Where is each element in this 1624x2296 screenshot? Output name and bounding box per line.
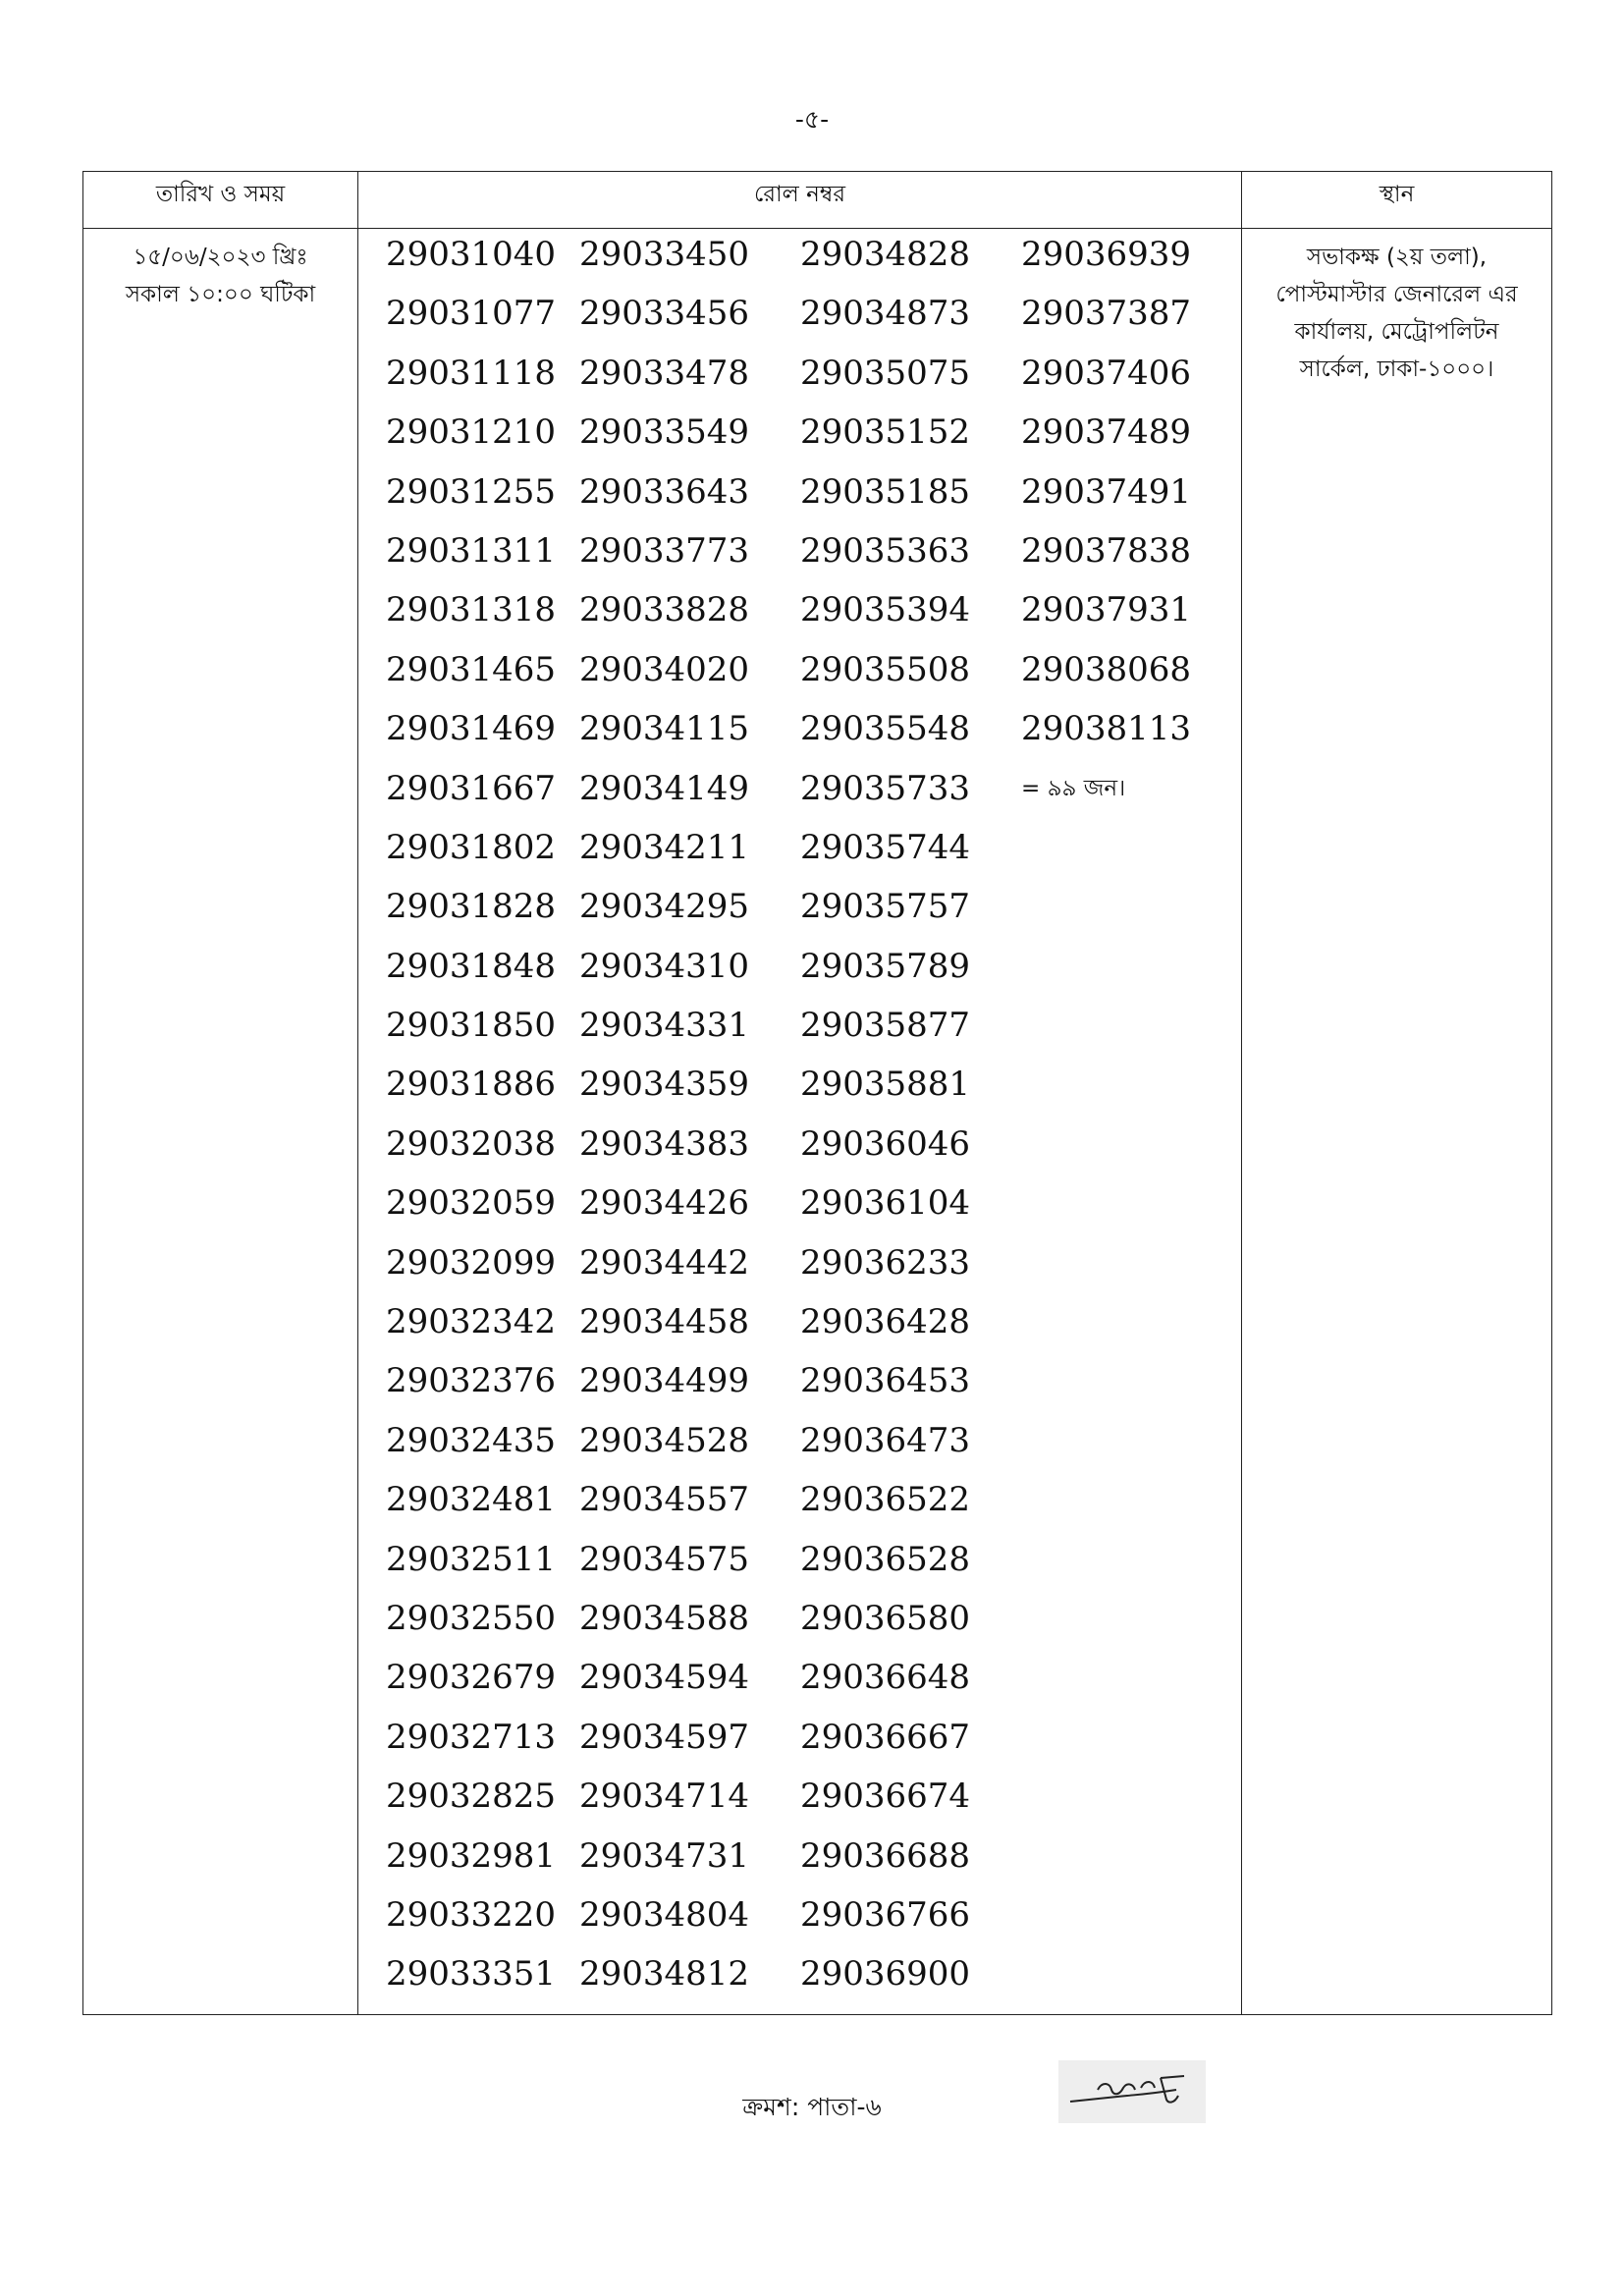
roll-number: 29033351 bbox=[386, 1954, 557, 1995]
roll-number: 29037491 bbox=[1021, 471, 1192, 512]
roll-number: 29034458 bbox=[579, 1302, 750, 1342]
roll-number: 29033828 bbox=[579, 590, 750, 630]
roll-number: 29033450 bbox=[579, 235, 750, 274]
roll-schedule-table bbox=[82, 171, 1552, 2015]
roll-number: 29035877 bbox=[800, 1006, 971, 1046]
roll-column bbox=[579, 235, 800, 2014]
roll-number: 29036900 bbox=[800, 1954, 971, 1995]
roll-number: 29034359 bbox=[579, 1065, 750, 1105]
roll-number: 29034828 bbox=[800, 235, 971, 274]
roll-number: 29034812 bbox=[579, 1954, 750, 1995]
header-venue: স্থান bbox=[1242, 172, 1552, 229]
roll-number: 29036473 bbox=[800, 1420, 971, 1460]
roll-number: 29034499 bbox=[579, 1361, 750, 1401]
roll-number: 29036939 bbox=[1021, 235, 1192, 274]
venue-line: পোস্টমাস্টার জেনারেল এর bbox=[1275, 282, 1518, 307]
roll-number: 29034731 bbox=[579, 1835, 750, 1876]
signature-icon bbox=[1058, 2060, 1206, 2123]
roll-number: 29036688 bbox=[800, 1835, 971, 1876]
roll-number: 29035185 bbox=[800, 471, 971, 512]
roll-number: 29033478 bbox=[579, 353, 750, 393]
roll-number-grid bbox=[358, 229, 1241, 2014]
roll-number: 29031255 bbox=[386, 471, 557, 512]
roll-number: 29037387 bbox=[1021, 294, 1192, 334]
roll-number: 29034115 bbox=[579, 709, 750, 749]
roll-number: 29037931 bbox=[1021, 590, 1192, 630]
roll-number: 29034588 bbox=[579, 1598, 750, 1638]
roll-column bbox=[800, 235, 1021, 2014]
roll-number: 29031311 bbox=[386, 530, 557, 571]
roll-number: 29034873 bbox=[800, 294, 971, 334]
roll-number: 29031040 bbox=[386, 235, 557, 274]
roll-number: 29035152 bbox=[800, 412, 971, 453]
roll-number: 29037406 bbox=[1021, 353, 1192, 393]
roll-number: 29034211 bbox=[579, 827, 750, 867]
roll-number: 29033549 bbox=[579, 412, 750, 453]
roll-number: 29032713 bbox=[386, 1717, 557, 1757]
header-roll-number: রোল নম্বর bbox=[358, 172, 1242, 229]
roll-number: 29038113 bbox=[1021, 709, 1192, 749]
roll-number: 29034426 bbox=[579, 1183, 750, 1224]
roll-number: 29031802 bbox=[386, 827, 557, 867]
roll-number: 29032481 bbox=[386, 1480, 557, 1520]
roll-number: 29032099 bbox=[386, 1242, 557, 1283]
roll-number: 29034804 bbox=[579, 1894, 750, 1935]
roll-number: 29031465 bbox=[386, 649, 557, 689]
roll-number: 29036674 bbox=[800, 1777, 971, 1817]
roll-number: 29036104 bbox=[800, 1183, 971, 1224]
roll-number: 29036580 bbox=[800, 1598, 971, 1638]
roll-number: 29034557 bbox=[579, 1480, 750, 1520]
roll-number: 29033643 bbox=[579, 471, 750, 512]
roll-number: 29031850 bbox=[386, 1006, 557, 1046]
roll-number: 29034149 bbox=[579, 768, 750, 808]
roll-number: 29037838 bbox=[1021, 530, 1192, 571]
roll-number: 29035789 bbox=[800, 946, 971, 986]
roll-column bbox=[1021, 235, 1242, 2014]
roll-number: 29034528 bbox=[579, 1420, 750, 1460]
roll-number: 29036453 bbox=[800, 1361, 971, 1401]
roll-number: 29035394 bbox=[800, 590, 971, 630]
roll-number: 29034020 bbox=[579, 649, 750, 689]
roll-number: 29032981 bbox=[386, 1835, 557, 1876]
roll-number: 29035744 bbox=[800, 827, 971, 867]
table-header-row bbox=[83, 172, 1552, 229]
roll-number: 29031077 bbox=[386, 294, 557, 334]
roll-number: 29031828 bbox=[386, 887, 557, 927]
venue-line: কার্যালয়, মেট্রোপলিটন bbox=[1294, 319, 1499, 345]
roll-number: 29036233 bbox=[800, 1242, 971, 1283]
roll-number: 29031210 bbox=[386, 412, 557, 453]
roll-number: 29035508 bbox=[800, 649, 971, 689]
signature bbox=[1058, 2060, 1206, 2123]
roll-number: 29032825 bbox=[386, 1777, 557, 1817]
roll-number: 29035733 bbox=[800, 768, 971, 808]
roll-number: 29033456 bbox=[579, 294, 750, 334]
roll-number: 29031886 bbox=[386, 1065, 557, 1105]
roll-number: 29034714 bbox=[579, 1777, 750, 1817]
roll-number: 29031848 bbox=[386, 946, 557, 986]
venue-line: সার্কেল, ঢাকা-১০০০। bbox=[1299, 356, 1494, 382]
roll-number: 29032059 bbox=[386, 1183, 557, 1224]
roll-number: 29038068 bbox=[1021, 649, 1192, 689]
roll-number: 29035363 bbox=[800, 530, 971, 571]
roll-number: 29033773 bbox=[579, 530, 750, 571]
roll-number: 29031667 bbox=[386, 768, 557, 808]
roll-number: 29036648 bbox=[800, 1658, 971, 1698]
page-number: -৫- bbox=[794, 105, 830, 134]
roll-number: 29035548 bbox=[800, 709, 971, 749]
roll-number: 29032435 bbox=[386, 1420, 557, 1460]
venue-cell bbox=[1242, 229, 1552, 2015]
date-time-cell bbox=[83, 229, 358, 2015]
roll-number: 29032511 bbox=[386, 1539, 557, 1579]
roll-number: 29035757 bbox=[800, 887, 971, 927]
total-count: = ৯৯ জন। bbox=[1021, 775, 1126, 801]
continued-page-note: ক্রমশ: পাতা-৬ bbox=[742, 2093, 882, 2121]
roll-number: 29031318 bbox=[386, 590, 557, 630]
roll-number: 29032679 bbox=[386, 1658, 557, 1698]
roll-number: 29036667 bbox=[800, 1717, 971, 1757]
roll-number: 29036766 bbox=[800, 1894, 971, 1935]
roll-number: 29035881 bbox=[800, 1065, 971, 1105]
roll-number: 29035075 bbox=[800, 353, 971, 393]
roll-number: 29033220 bbox=[386, 1894, 557, 1935]
roll-number-cell bbox=[358, 229, 1242, 2015]
roll-number: 29037489 bbox=[1021, 412, 1192, 453]
table-row bbox=[83, 229, 1552, 2015]
roll-number: 29031469 bbox=[386, 709, 557, 749]
roll-number: 29034442 bbox=[579, 1242, 750, 1283]
roll-number: 29034295 bbox=[579, 887, 750, 927]
roll-number: 29032550 bbox=[386, 1598, 557, 1638]
roll-number: 29034594 bbox=[579, 1658, 750, 1698]
venue-line: সভাকক্ষ (২য় তলা), bbox=[1306, 245, 1488, 270]
roll-number: 29034310 bbox=[579, 946, 750, 986]
roll-column bbox=[358, 235, 579, 2014]
header-date-time: তারিখ ও সময় bbox=[83, 172, 358, 229]
roll-number: 29036046 bbox=[800, 1123, 971, 1164]
roll-number: 29031118 bbox=[386, 353, 557, 393]
roll-number: 29034331 bbox=[579, 1006, 750, 1046]
roll-number: 29034597 bbox=[579, 1717, 750, 1757]
roll-number: 29032038 bbox=[386, 1123, 557, 1164]
roll-number: 29034383 bbox=[579, 1123, 750, 1164]
roll-number: 29036522 bbox=[800, 1480, 971, 1520]
roll-number: 29032376 bbox=[386, 1361, 557, 1401]
roll-number: 29034575 bbox=[579, 1539, 750, 1579]
roll-number: 29036528 bbox=[800, 1539, 971, 1579]
time-line: সকাল ১০:০০ ঘটিকা bbox=[125, 282, 316, 307]
roll-number: 29036428 bbox=[800, 1302, 971, 1342]
roll-number: 29032342 bbox=[386, 1302, 557, 1342]
date-line: ১৫/০৬/২০২৩ খ্রিঃ bbox=[133, 245, 308, 270]
